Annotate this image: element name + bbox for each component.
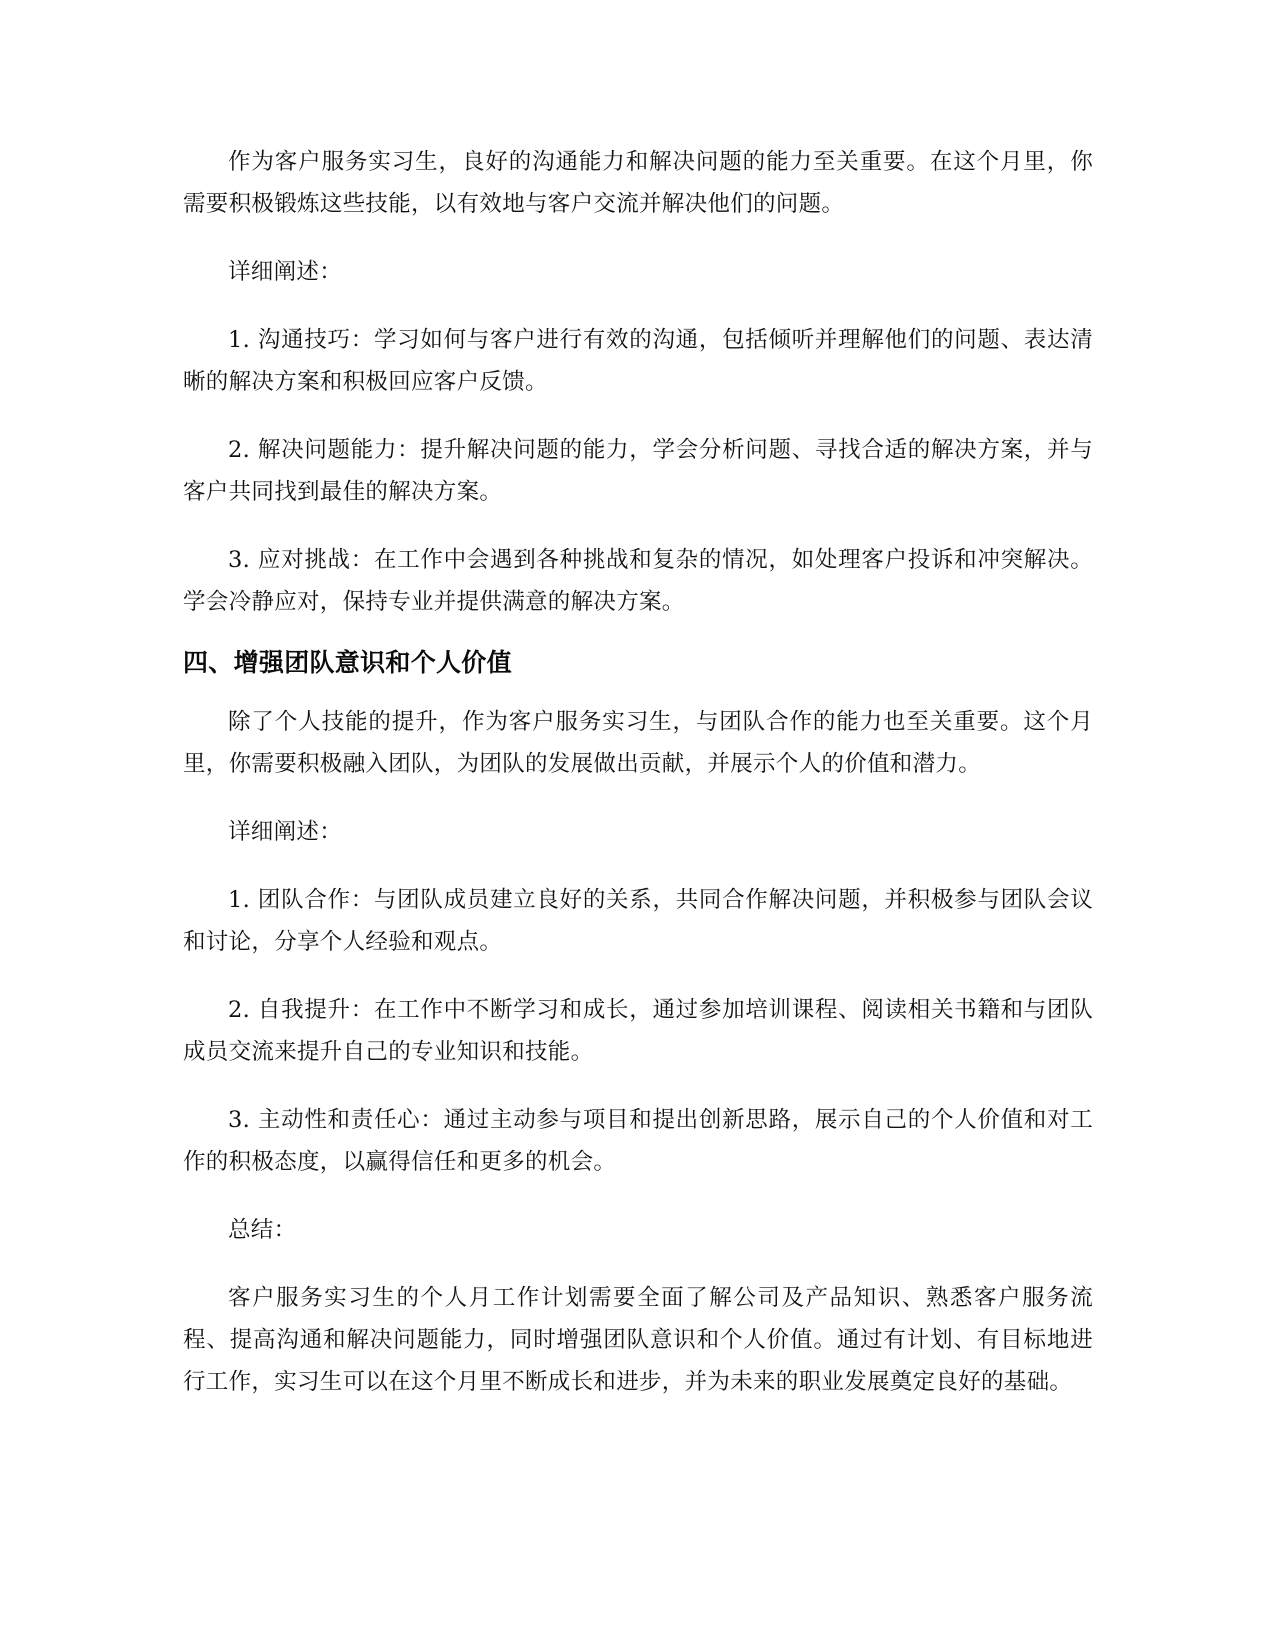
document-page <box>183 141 1093 1429</box>
summary-text: 客户服务实习生的个人月工作计划需要全面了解公司及产品知识、熟悉客户服务流程、提高沟通和解决问题能力，同时增强团队意识和个人价值。通过有计划、有目标地进行工作，实习生可以在这个月里不断成长和进步，并为未来的职业发展奠定良好的基础。 <box>183 1285 1093 1395</box>
section3-item-2: 2. 解决问题能力：提升解决问题的能力，学会分析问题、寻找合适的解决方案，并与客户共同找到最佳的解决方案。 <box>183 437 1093 505</box>
section4-heading: 四、增强团队意识和个人价值 <box>183 648 512 677</box>
section3-intro: 作为客户服务实习生，良好的沟通能力和解决问题的能力至关重要。在这个月里，你需要积极锻炼这些技能，以有效地与客户交流并解决他们的问题。 <box>183 149 1093 217</box>
section3-item-3: 3. 应对挑战：在工作中会遇到各种挑战和复杂的情况，如处理客户投诉和冲突解决。学会冷静应对，保持专业并提供满意的解决方案。 <box>183 547 1093 615</box>
section4-intro: 除了个人技能的提升，作为客户服务实习生，与团队合作的能力也至关重要。这个月里，你需要积极融入团队，为团队的发展做出贡献，并展示个人的价值和潜力。 <box>183 709 1093 777</box>
section4-item-1: 1. 团队合作：与团队成员建立良好的关系，共同合作解决问题，并积极参与团队会议和讨论，分享个人经验和观点。 <box>183 887 1093 955</box>
summary-label: 总结： <box>228 1217 297 1243</box>
section4-detail-label: 详细阐述： <box>228 819 343 845</box>
section4-item-2: 2. 自我提升：在工作中不断学习和成长，通过参加培训课程、阅读相关书籍和与团队成员交流来提升自己的专业知识和技能。 <box>183 997 1093 1065</box>
section3-detail-label: 详细阐述： <box>228 259 343 285</box>
section3-item-1: 1. 沟通技巧：学习如何与客户进行有效的沟通，包括倾听并理解他们的问题、表达清晰的解决方案和积极回应客户反馈。 <box>183 327 1093 395</box>
section4-item-3: 3. 主动性和责任心：通过主动参与项目和提出创新思路，展示自己的个人价值和对工作的积极态度，以赢得信任和更多的机会。 <box>183 1107 1093 1175</box>
